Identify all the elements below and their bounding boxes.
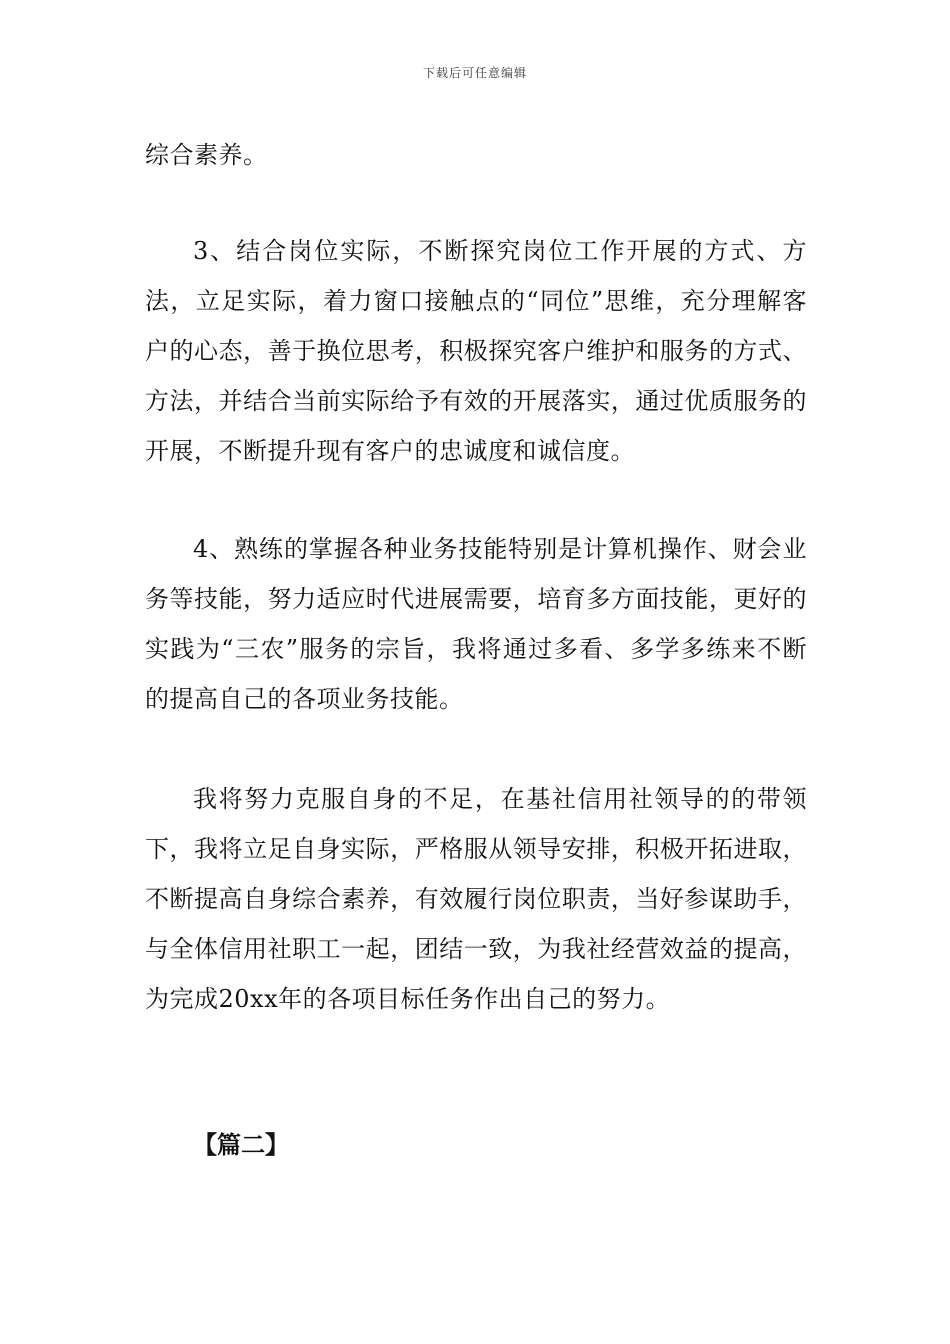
page-header-note: 下载后可任意编辑: [422, 66, 527, 80]
paragraph-item-3: [145, 226, 807, 476]
paragraph-text: 综合素养。: [145, 141, 268, 169]
paragraph-text: 我将努力克服自身的不足，在基社信用社领导的的带领下，我将立足自身实际，严格服从领导安排，积极开拓进取，不断提高自身综合素养，有效履行岗位职责，当好参谋助手，与全体信用社职工一起，团结一致，为我社经营效益的提高，为完成20xx年的各项目标任务作出自己的努力。: [145, 785, 807, 1013]
paragraph-item-4: [145, 524, 807, 724]
paragraph-text: 3、结合岗位实际，不断探究岗位工作开展的方式、方法，立足实际，着力窗口接触点的“同位”思维，充分理解客户的心态，善于换位思考，积极探究客户维护和服务的方式、方法，并结合当前实际给予有效的开展落实，通过优质服务的开展，不断提升现有客户的忠诚度和诚信度。: [145, 237, 807, 465]
section-heading: 【篇二】: [193, 1130, 289, 1159]
paragraph-conclusion: [145, 774, 807, 1024]
paragraph-continuation: [145, 130, 807, 180]
paragraph-text: 4、熟练的掌握各种业务技能特别是计算机操作、财会业务等技能，努力适应时代进展需要，培育多方面技能，更好的实践为“三农”服务的宗旨，我将通过多看、多学多练来不断的提高自己的各项业务技能。: [145, 535, 807, 713]
